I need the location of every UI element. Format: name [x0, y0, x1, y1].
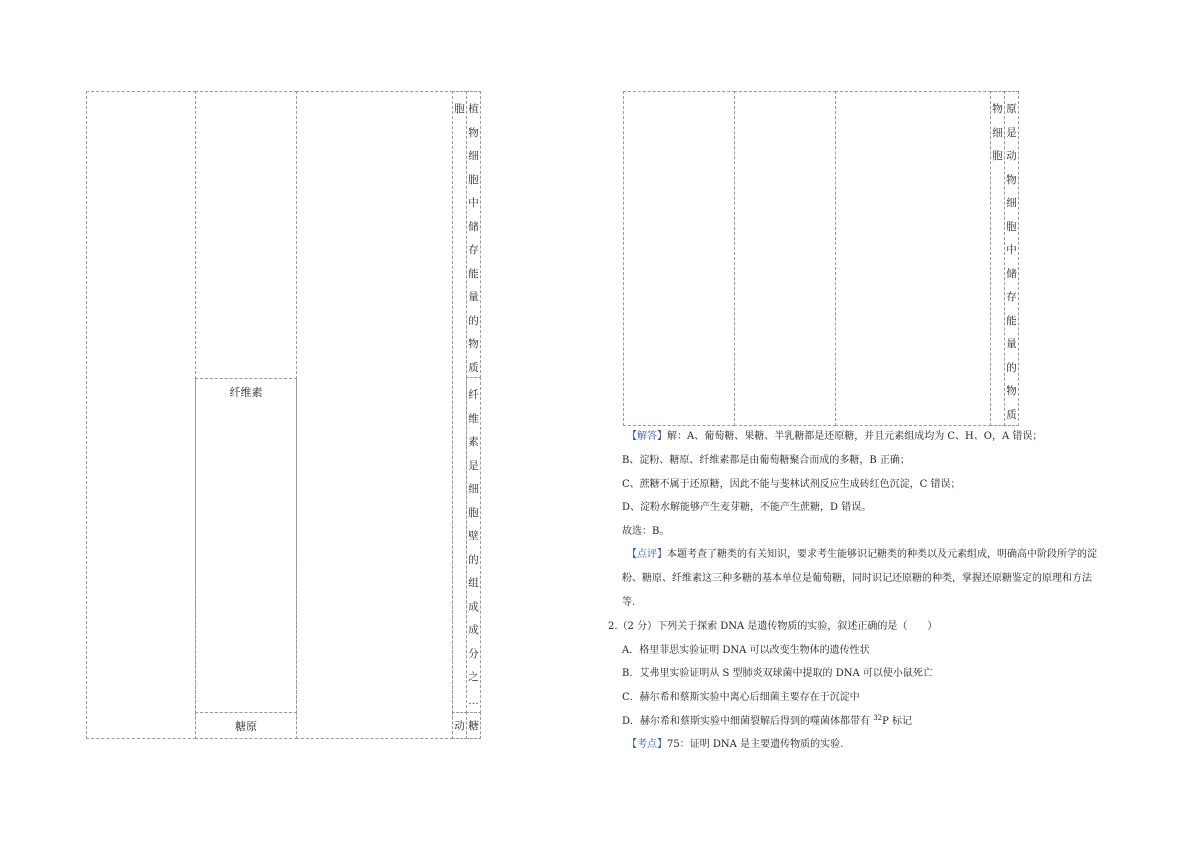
option-d-text: D．赫尔希和蔡斯实验中细菌裂解后得到的噬菌体都带有 — [622, 716, 874, 727]
answer-tag: 【解答】 — [627, 431, 667, 442]
right-table-col-1 — [623, 91, 735, 426]
vertical-text-cell — [468, 384, 479, 713]
vertical-char: 物 — [1006, 173, 1017, 186]
vertical-char: 原 — [1006, 103, 1017, 115]
vertical-char: 动 — [1006, 150, 1017, 162]
vertical-char: 量 — [468, 291, 479, 303]
vertical-char: 的 — [1006, 361, 1017, 374]
vertical-char: 细 — [992, 126, 1003, 139]
vertical-char: 能 — [1006, 314, 1017, 327]
vertical-char: 胞 — [454, 103, 465, 115]
vertical-char: 壁 — [468, 530, 479, 542]
vertical-char: … — [468, 694, 479, 707]
bottom-text-animal: 动 — [454, 720, 465, 732]
option-d — [622, 715, 912, 729]
answer-line-1 — [627, 430, 1042, 444]
option-d-superscript: 32 — [873, 714, 883, 722]
vertical-text-cell — [992, 98, 1003, 169]
vertical-char: 分 — [468, 647, 479, 660]
question-stem: 2.（2 分）下列关于探索 DNA 是遗传物质的实验，叙述正确的是（ ） — [608, 621, 938, 632]
comment-tag: 【点评】 — [627, 549, 667, 560]
right-table-col-5 — [1004, 91, 1019, 426]
vertical-char: 中 — [1006, 244, 1017, 256]
vertical-char: 物 — [468, 126, 479, 139]
vertical-char: 是 — [468, 459, 479, 472]
vertical-char: 物 — [468, 338, 479, 350]
vertical-char: 物 — [1006, 385, 1017, 397]
kaodian-line — [627, 738, 843, 752]
option-d-suffix: P 标记 — [882, 716, 913, 727]
left-table-col-2-top — [195, 91, 297, 379]
left-table-col-5-top — [466, 91, 481, 378]
kaodian-text: 75：证明 DNA 是主要遗传物质的实验. — [667, 739, 844, 750]
vertical-char: 细 — [1006, 197, 1017, 209]
vertical-char: 成 — [468, 624, 479, 636]
vertical-char: 中 — [468, 197, 479, 209]
vertical-char: 储 — [1006, 267, 1017, 280]
vertical-text-cell — [1006, 98, 1017, 426]
left-table-col-4 — [452, 91, 467, 713]
right-table-col-4 — [990, 91, 1005, 426]
vertical-char: 质 — [468, 361, 479, 374]
vertical-char: 胞 — [1006, 220, 1017, 233]
option-a: A．格里菲思实验证明 DNA 可以改变生物体的遗传性状 — [622, 645, 870, 656]
left-table-col-3 — [296, 91, 453, 739]
vertical-char: 组 — [468, 577, 479, 589]
option-c: C．赫尔希和蔡斯实验中离心后细菌主要存在于沉淀中 — [622, 692, 860, 703]
comment-line-2: 粉、糖原、纤维素这三种多糖的基本单位是葡萄糖，同时识记还原糖的种类，掌握还原糖鉴定的原理和方法 — [622, 573, 1092, 584]
vertical-text-cell — [468, 98, 479, 378]
vertical-char: 的 — [468, 553, 479, 566]
option-b: B．艾弗里实验证明从 S 型肺炎双球菌中提取的 DNA 可以使小鼠死亡 — [622, 668, 933, 679]
vertical-char: 成 — [468, 600, 479, 613]
vertical-char: 胞 — [992, 150, 1003, 162]
vertical-char: 量 — [1006, 338, 1017, 350]
kaodian-tag: 【考点】 — [627, 739, 667, 750]
vertical-char: 质 — [1006, 408, 1017, 421]
vertical-char: 维 — [468, 412, 479, 425]
vertical-text-cell — [454, 98, 465, 122]
left-table-col-2-middle — [195, 378, 297, 713]
vertical-char: 是 — [1006, 126, 1017, 139]
comment-text-1: 本题考查了糖类的有关知识，要求考生能够识记糖类的种类以及元素组成，明确高中阶段所学的淀 — [667, 549, 1097, 560]
vertical-char: 胞 — [468, 173, 479, 186]
vertical-char: 存 — [468, 244, 479, 256]
answer-text-1: 解：A、葡萄糖、果糖、半乳糖都是还原糖，并且元素组成均为 C、H、O，A 错误； — [667, 431, 1043, 442]
answer-line-5: 故选：B。 — [622, 526, 670, 537]
left-table-col-1 — [86, 91, 196, 739]
answer-line-4: D、淀粉水解能够产生麦芽糖，不能产生蔗糖，D 错误。 — [622, 502, 872, 513]
right-table-col-2 — [734, 91, 836, 426]
vertical-char: 细 — [468, 483, 479, 495]
answer-line-2: B、淀粉、糖原、纤维素都是由葡萄糖聚合而成的多糖，B 正确； — [622, 455, 910, 466]
vertical-char: 胞 — [468, 506, 479, 519]
left-table-col-5-middle — [466, 377, 481, 713]
vertical-char: 素 — [468, 436, 479, 448]
vertical-char: 之 — [468, 671, 479, 683]
bottom-text-sugar: 糖 — [468, 720, 479, 732]
right-table-col-3 — [835, 91, 991, 426]
vertical-char: 细 — [468, 150, 479, 162]
vertical-char: 存 — [1006, 291, 1017, 303]
vertical-char: 的 — [468, 314, 479, 327]
vertical-char: 能 — [468, 267, 479, 280]
row-label-glycogen: 糖原 — [235, 720, 257, 733]
comment-line-3: 等. — [622, 597, 636, 608]
vertical-char: 物 — [992, 103, 1003, 115]
row-label-cellulose: 纤维素 — [229, 386, 263, 399]
vertical-char: 纤 — [468, 389, 479, 401]
answer-line-3: C、蔗糖不属于还原糖，因此不能与斐林试剂反应生成砖红色沉淀，C 错误； — [622, 479, 961, 490]
comment-line-1 — [627, 548, 1097, 562]
vertical-char: 植 — [468, 103, 479, 115]
vertical-char: 储 — [468, 220, 479, 233]
